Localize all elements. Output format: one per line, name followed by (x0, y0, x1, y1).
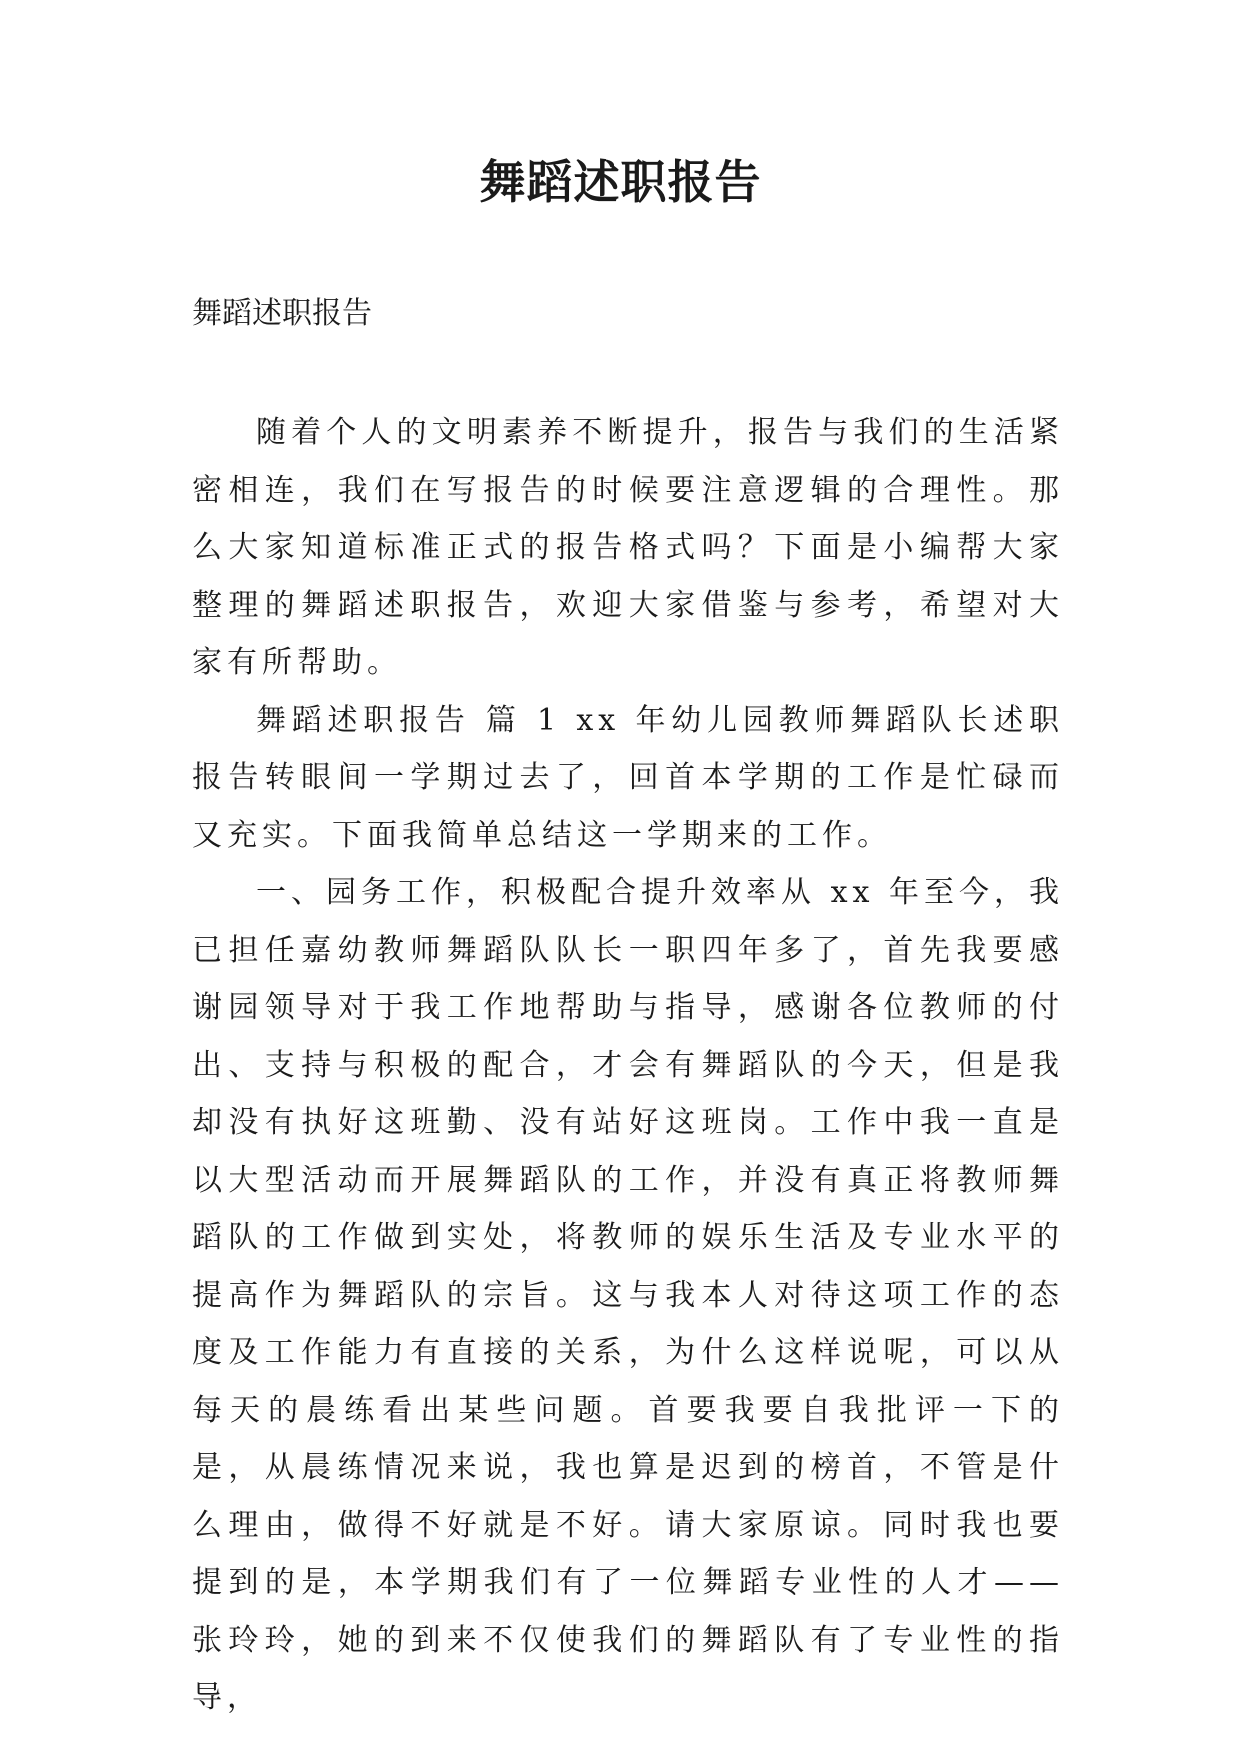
paragraph-section-1: 舞蹈述职报告 篇 1 xx 年幼儿园教师舞蹈队长述职报告转眼间一学期过去了，回首本学期的工作是忙碌而又充实。下面我简单总结这一学期来的工作。 (192, 702, 1064, 853)
document-subtitle: 舞蹈述职报告 (192, 296, 372, 331)
paragraph-intro: 随着个人的文明素养不断提升，报告与我们的生活紧密相连，我们在写报告的时候要注意逻辑的合理性。那么大家知道标准正式的报告格式吗？下面是小编帮大家整理的舞蹈述职报告，欢迎大家借鉴与参考，希望对大家有所帮助。 (192, 415, 1064, 680)
paragraph-section-2: 一、园务工作，积极配合提升效率从 xx 年至今，我已担任嘉幼教师舞蹈队队长一职四年多了，首先我要感谢园领导对于我工作地帮助与指导，感谢各位教师的付出、支持与积极的配合，才会有舞蹈队的今天，但是我却没有执好这班勤、没有站好这班岗。工作中我一直是以大型活动而开展舞蹈队的工作，并没有真正将教师舞蹈队的工作做到实处，将教师的娱乐生活及专业水平的提高作为舞蹈队的宗旨。这与我本人对待这项工作的态度及工作能力有直接的关系，为什么这样说呢，可以从每天的晨练看出某些问题。首要我要自我批评一下的是，从晨练情况来说，我也算是迟到的榜首，不管是什么理由，做得不好就是不好。请大家原谅。同时我也要提到的是，本学期我们有了一位舞蹈专业性的人才——张玲玲，她的到来不仅使我们的舞蹈队有了专业性的指导， (192, 875, 1064, 1715)
document-body (192, 404, 1064, 1727)
document-title: 舞蹈述职报告 (479, 155, 762, 209)
